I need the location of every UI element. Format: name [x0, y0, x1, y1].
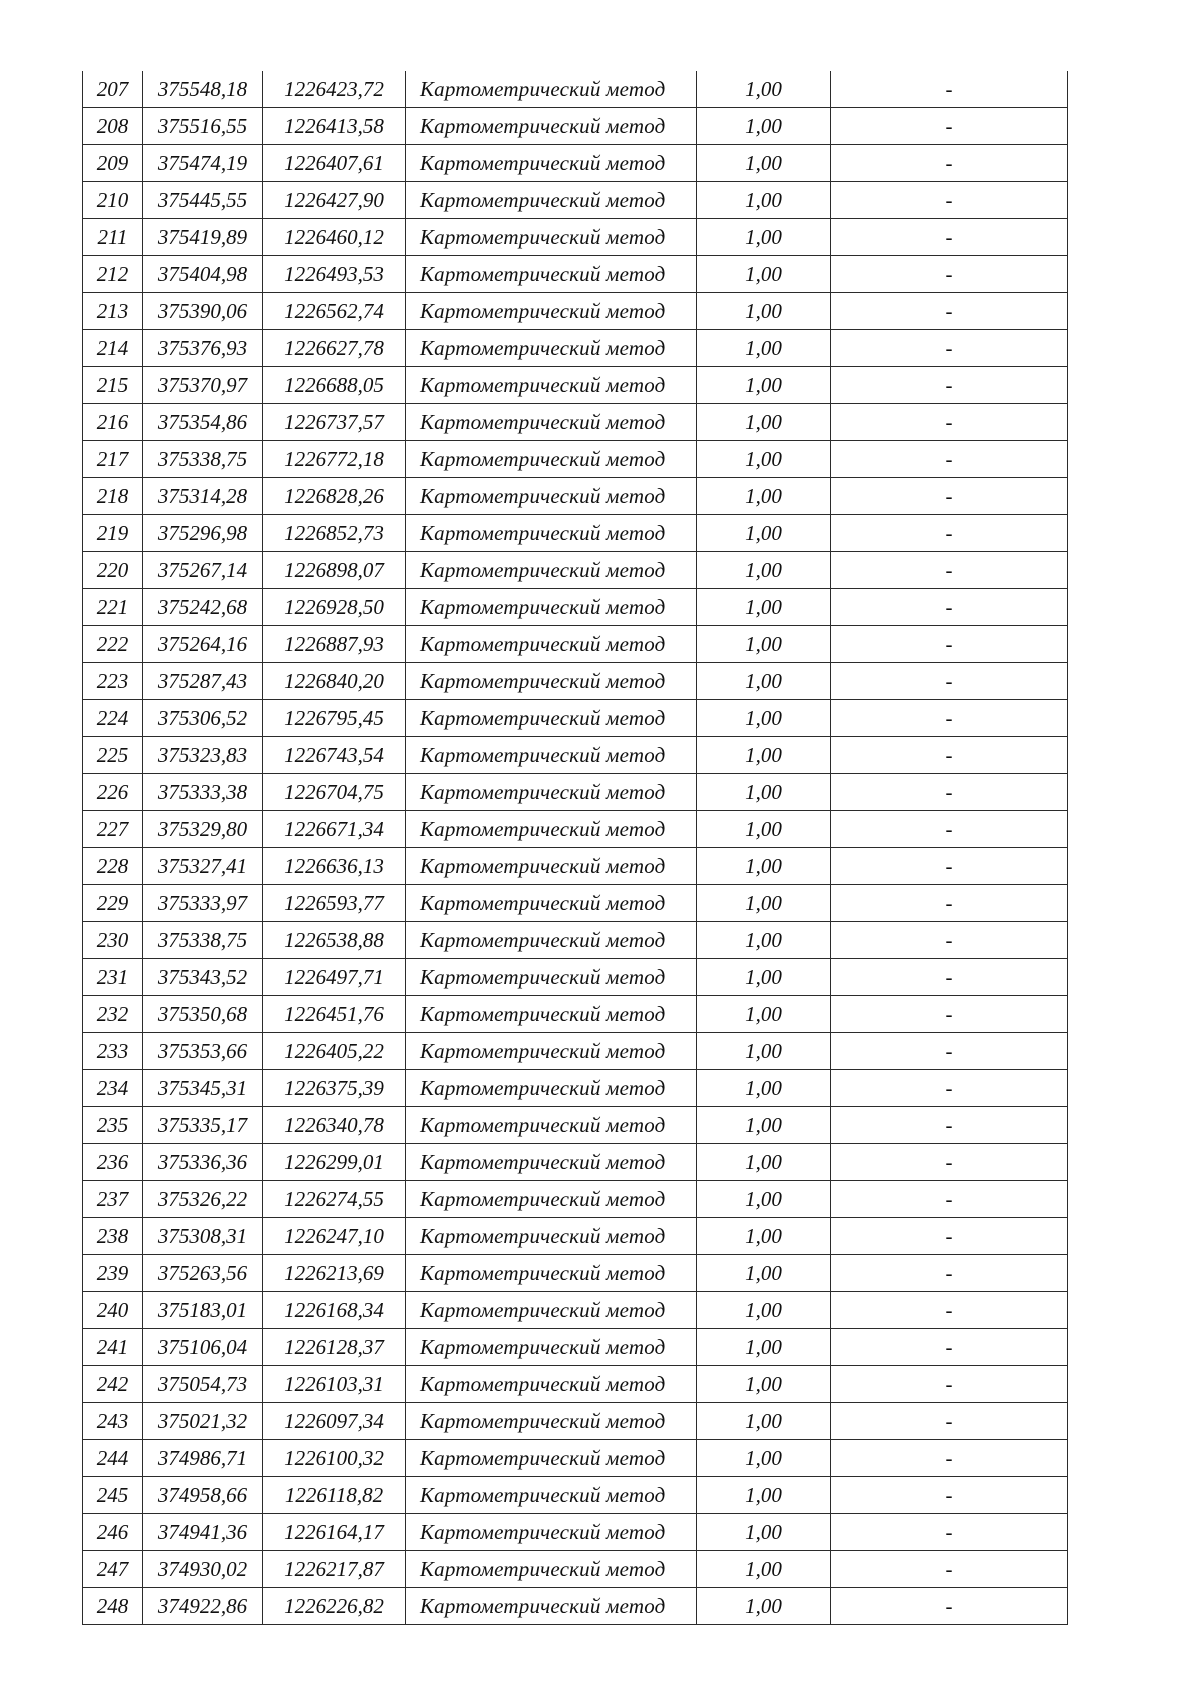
method-cell: Картометрический метод: [406, 145, 697, 182]
x-coordinate-cell: 375345,31: [143, 1070, 263, 1107]
table-row: [83, 145, 1068, 182]
point-number-cell: 215: [83, 367, 143, 404]
method-cell: Картометрический метод: [406, 700, 697, 737]
method-cell: Картометрический метод: [406, 71, 697, 108]
x-coordinate-cell: 375263,56: [143, 1255, 263, 1292]
y-coordinate-cell: 1226405,22: [263, 1033, 406, 1070]
note-cell: -: [831, 922, 1068, 959]
note-cell: -: [831, 1144, 1068, 1181]
accuracy-cell: 1,00: [697, 1329, 831, 1366]
y-coordinate-cell: 1226407,61: [263, 145, 406, 182]
point-number-cell: 214: [83, 330, 143, 367]
method-cell: Картометрический метод: [406, 404, 697, 441]
table-row: [83, 1440, 1068, 1477]
method-cell: Картометрический метод: [406, 1366, 697, 1403]
point-number-cell: 242: [83, 1366, 143, 1403]
y-coordinate-cell: 1226593,77: [263, 885, 406, 922]
y-coordinate-cell: 1226340,78: [263, 1107, 406, 1144]
x-coordinate-cell: 375296,98: [143, 515, 263, 552]
point-number-cell: 244: [83, 1440, 143, 1477]
x-coordinate-cell: 375264,16: [143, 626, 263, 663]
y-coordinate-cell: 1226772,18: [263, 441, 406, 478]
x-coordinate-cell: 375335,17: [143, 1107, 263, 1144]
x-coordinate-cell: 375474,19: [143, 145, 263, 182]
method-cell: Картометрический метод: [406, 478, 697, 515]
table-row: [83, 1477, 1068, 1514]
table-row: [83, 552, 1068, 589]
point-number-cell: 208: [83, 108, 143, 145]
point-number-cell: 211: [83, 219, 143, 256]
x-coordinate-cell: 375354,86: [143, 404, 263, 441]
point-number-cell: 226: [83, 774, 143, 811]
x-coordinate-cell: 375267,14: [143, 552, 263, 589]
accuracy-cell: 1,00: [697, 145, 831, 182]
x-coordinate-cell: 374922,86: [143, 1588, 263, 1625]
method-cell: Картометрический метод: [406, 1477, 697, 1514]
y-coordinate-cell: 1226247,10: [263, 1218, 406, 1255]
note-cell: -: [831, 552, 1068, 589]
accuracy-cell: 1,00: [697, 1403, 831, 1440]
note-cell: -: [831, 774, 1068, 811]
accuracy-cell: 1,00: [697, 626, 831, 663]
table-row: [83, 1403, 1068, 1440]
point-number-cell: 223: [83, 663, 143, 700]
note-cell: -: [831, 256, 1068, 293]
method-cell: Картометрический метод: [406, 1033, 697, 1070]
x-coordinate-cell: 375338,75: [143, 441, 263, 478]
note-cell: -: [831, 848, 1068, 885]
method-cell: Картометрический метод: [406, 1255, 697, 1292]
accuracy-cell: 1,00: [697, 256, 831, 293]
method-cell: Картометрический метод: [406, 922, 697, 959]
x-coordinate-cell: 375419,89: [143, 219, 263, 256]
method-cell: Картометрический метод: [406, 515, 697, 552]
table-row: [83, 1218, 1068, 1255]
method-cell: Картометрический метод: [406, 626, 697, 663]
method-cell: Картометрический метод: [406, 441, 697, 478]
table-row: [83, 811, 1068, 848]
point-number-cell: 220: [83, 552, 143, 589]
point-number-cell: 239: [83, 1255, 143, 1292]
method-cell: Картометрический метод: [406, 1440, 697, 1477]
y-coordinate-cell: 1226274,55: [263, 1181, 406, 1218]
note-cell: -: [831, 108, 1068, 145]
x-coordinate-cell: 375314,28: [143, 478, 263, 515]
x-coordinate-cell: 374930,02: [143, 1551, 263, 1588]
method-cell: Картометрический метод: [406, 589, 697, 626]
x-coordinate-cell: 375326,22: [143, 1181, 263, 1218]
x-coordinate-cell: 375516,55: [143, 108, 263, 145]
method-cell: Картометрический метод: [406, 367, 697, 404]
point-number-cell: 210: [83, 182, 143, 219]
point-number-cell: 219: [83, 515, 143, 552]
accuracy-cell: 1,00: [697, 1181, 831, 1218]
x-coordinate-cell: 375242,68: [143, 589, 263, 626]
x-coordinate-cell: 375404,98: [143, 256, 263, 293]
table-row: [83, 1144, 1068, 1181]
coordinates-table: [82, 71, 1068, 1625]
note-cell: -: [831, 1366, 1068, 1403]
x-coordinate-cell: 375183,01: [143, 1292, 263, 1329]
point-number-cell: 227: [83, 811, 143, 848]
accuracy-cell: 1,00: [697, 1033, 831, 1070]
y-coordinate-cell: 1226737,57: [263, 404, 406, 441]
note-cell: -: [831, 959, 1068, 996]
y-coordinate-cell: 1226538,88: [263, 922, 406, 959]
y-coordinate-cell: 1226168,34: [263, 1292, 406, 1329]
method-cell: Картометрический метод: [406, 1329, 697, 1366]
note-cell: -: [831, 1292, 1068, 1329]
note-cell: -: [831, 1107, 1068, 1144]
x-coordinate-cell: 374941,36: [143, 1514, 263, 1551]
y-coordinate-cell: 1226413,58: [263, 108, 406, 145]
y-coordinate-cell: 1226164,17: [263, 1514, 406, 1551]
point-number-cell: 231: [83, 959, 143, 996]
point-number-cell: 213: [83, 293, 143, 330]
method-cell: Картометрический метод: [406, 330, 697, 367]
accuracy-cell: 1,00: [697, 478, 831, 515]
method-cell: Картометрический метод: [406, 1070, 697, 1107]
point-number-cell: 238: [83, 1218, 143, 1255]
accuracy-cell: 1,00: [697, 663, 831, 700]
accuracy-cell: 1,00: [697, 1218, 831, 1255]
table-row: [83, 108, 1068, 145]
point-number-cell: 248: [83, 1588, 143, 1625]
accuracy-cell: 1,00: [697, 1107, 831, 1144]
note-cell: -: [831, 478, 1068, 515]
method-cell: Картометрический метод: [406, 885, 697, 922]
accuracy-cell: 1,00: [697, 1070, 831, 1107]
table-row: [83, 1255, 1068, 1292]
table-row: [83, 1070, 1068, 1107]
accuracy-cell: 1,00: [697, 515, 831, 552]
note-cell: -: [831, 1329, 1068, 1366]
accuracy-cell: 1,00: [697, 811, 831, 848]
table-row: [83, 922, 1068, 959]
point-number-cell: 237: [83, 1181, 143, 1218]
note-cell: -: [831, 700, 1068, 737]
x-coordinate-cell: 375390,06: [143, 293, 263, 330]
accuracy-cell: 1,00: [697, 996, 831, 1033]
point-number-cell: 224: [83, 700, 143, 737]
x-coordinate-cell: 375327,41: [143, 848, 263, 885]
accuracy-cell: 1,00: [697, 589, 831, 626]
method-cell: Картометрический метод: [406, 219, 697, 256]
table-row: [83, 885, 1068, 922]
accuracy-cell: 1,00: [697, 71, 831, 108]
y-coordinate-cell: 1226226,82: [263, 1588, 406, 1625]
y-coordinate-cell: 1226118,82: [263, 1477, 406, 1514]
y-coordinate-cell: 1226103,31: [263, 1366, 406, 1403]
method-cell: Картометрический метод: [406, 811, 697, 848]
table-row: [83, 737, 1068, 774]
table-row: [83, 996, 1068, 1033]
accuracy-cell: 1,00: [697, 367, 831, 404]
note-cell: -: [831, 589, 1068, 626]
x-coordinate-cell: 374958,66: [143, 1477, 263, 1514]
x-coordinate-cell: 375353,66: [143, 1033, 263, 1070]
accuracy-cell: 1,00: [697, 922, 831, 959]
table-row: [83, 182, 1068, 219]
y-coordinate-cell: 1226671,34: [263, 811, 406, 848]
note-cell: -: [831, 996, 1068, 1033]
y-coordinate-cell: 1226898,07: [263, 552, 406, 589]
point-number-cell: 241: [83, 1329, 143, 1366]
method-cell: Картометрический метод: [406, 1403, 697, 1440]
point-number-cell: 229: [83, 885, 143, 922]
x-coordinate-cell: 375306,52: [143, 700, 263, 737]
x-coordinate-cell: 375350,68: [143, 996, 263, 1033]
accuracy-cell: 1,00: [697, 1366, 831, 1403]
note-cell: -: [831, 1033, 1068, 1070]
point-number-cell: 232: [83, 996, 143, 1033]
method-cell: Картометрический метод: [406, 1588, 697, 1625]
point-number-cell: 216: [83, 404, 143, 441]
accuracy-cell: 1,00: [697, 774, 831, 811]
note-cell: -: [831, 219, 1068, 256]
y-coordinate-cell: 1226097,34: [263, 1403, 406, 1440]
note-cell: -: [831, 1218, 1068, 1255]
note-cell: -: [831, 1588, 1068, 1625]
accuracy-cell: 1,00: [697, 1292, 831, 1329]
note-cell: -: [831, 1551, 1068, 1588]
note-cell: -: [831, 663, 1068, 700]
x-coordinate-cell: 375376,93: [143, 330, 263, 367]
method-cell: Картометрический метод: [406, 1218, 697, 1255]
x-coordinate-cell: 375548,18: [143, 71, 263, 108]
method-cell: Картометрический метод: [406, 996, 697, 1033]
y-coordinate-cell: 1226217,87: [263, 1551, 406, 1588]
note-cell: -: [831, 441, 1068, 478]
x-coordinate-cell: 375054,73: [143, 1366, 263, 1403]
y-coordinate-cell: 1226562,74: [263, 293, 406, 330]
accuracy-cell: 1,00: [697, 1588, 831, 1625]
table-body: [83, 71, 1068, 1625]
y-coordinate-cell: 1226423,72: [263, 71, 406, 108]
table-row: [83, 1366, 1068, 1403]
x-coordinate-cell: 375336,36: [143, 1144, 263, 1181]
accuracy-cell: 1,00: [697, 293, 831, 330]
table-row: [83, 367, 1068, 404]
method-cell: Картометрический метод: [406, 1144, 697, 1181]
table-row: [83, 1033, 1068, 1070]
y-coordinate-cell: 1226213,69: [263, 1255, 406, 1292]
y-coordinate-cell: 1226887,93: [263, 626, 406, 663]
x-coordinate-cell: 375323,83: [143, 737, 263, 774]
table-row: [83, 441, 1068, 478]
accuracy-cell: 1,00: [697, 182, 831, 219]
note-cell: -: [831, 885, 1068, 922]
point-number-cell: 207: [83, 71, 143, 108]
accuracy-cell: 1,00: [697, 700, 831, 737]
x-coordinate-cell: 375445,55: [143, 182, 263, 219]
method-cell: Картометрический метод: [406, 182, 697, 219]
y-coordinate-cell: 1226493,53: [263, 256, 406, 293]
table-row: [83, 404, 1068, 441]
method-cell: Картометрический метод: [406, 1107, 697, 1144]
x-coordinate-cell: 375106,04: [143, 1329, 263, 1366]
method-cell: Картометрический метод: [406, 256, 697, 293]
table-row: [83, 219, 1068, 256]
x-coordinate-cell: 375333,97: [143, 885, 263, 922]
x-coordinate-cell: 375287,43: [143, 663, 263, 700]
y-coordinate-cell: 1226840,20: [263, 663, 406, 700]
table-row: [83, 293, 1068, 330]
point-number-cell: 212: [83, 256, 143, 293]
y-coordinate-cell: 1226497,71: [263, 959, 406, 996]
y-coordinate-cell: 1226427,90: [263, 182, 406, 219]
x-coordinate-cell: 374986,71: [143, 1440, 263, 1477]
y-coordinate-cell: 1226928,50: [263, 589, 406, 626]
point-number-cell: 234: [83, 1070, 143, 1107]
accuracy-cell: 1,00: [697, 552, 831, 589]
method-cell: Картометрический метод: [406, 774, 697, 811]
method-cell: Картометрический метод: [406, 737, 697, 774]
point-number-cell: 243: [83, 1403, 143, 1440]
table-row: [83, 71, 1068, 108]
note-cell: -: [831, 1255, 1068, 1292]
table-row: [83, 1514, 1068, 1551]
table-row: [83, 1588, 1068, 1625]
table-row: [83, 848, 1068, 885]
x-coordinate-cell: 375308,31: [143, 1218, 263, 1255]
method-cell: Картометрический метод: [406, 293, 697, 330]
note-cell: -: [831, 404, 1068, 441]
accuracy-cell: 1,00: [697, 330, 831, 367]
y-coordinate-cell: 1226688,05: [263, 367, 406, 404]
y-coordinate-cell: 1226460,12: [263, 219, 406, 256]
point-number-cell: 228: [83, 848, 143, 885]
accuracy-cell: 1,00: [697, 1514, 831, 1551]
note-cell: -: [831, 1070, 1068, 1107]
table-row: [83, 959, 1068, 996]
point-number-cell: 240: [83, 1292, 143, 1329]
x-coordinate-cell: 375370,97: [143, 367, 263, 404]
accuracy-cell: 1,00: [697, 108, 831, 145]
accuracy-cell: 1,00: [697, 1440, 831, 1477]
table-row: [83, 1107, 1068, 1144]
method-cell: Картометрический метод: [406, 663, 697, 700]
note-cell: -: [831, 293, 1068, 330]
point-number-cell: 230: [83, 922, 143, 959]
table-row: [83, 256, 1068, 293]
accuracy-cell: 1,00: [697, 959, 831, 996]
x-coordinate-cell: 375021,32: [143, 1403, 263, 1440]
point-number-cell: 209: [83, 145, 143, 182]
table-row: [83, 774, 1068, 811]
y-coordinate-cell: 1226375,39: [263, 1070, 406, 1107]
accuracy-cell: 1,00: [697, 885, 831, 922]
y-coordinate-cell: 1226451,76: [263, 996, 406, 1033]
accuracy-cell: 1,00: [697, 441, 831, 478]
point-number-cell: 222: [83, 626, 143, 663]
note-cell: -: [831, 367, 1068, 404]
method-cell: Картометрический метод: [406, 848, 697, 885]
x-coordinate-cell: 375343,52: [143, 959, 263, 996]
table-row: [83, 1329, 1068, 1366]
note-cell: -: [831, 626, 1068, 663]
table-row: [83, 589, 1068, 626]
method-cell: Картометрический метод: [406, 1551, 697, 1588]
point-number-cell: 221: [83, 589, 143, 626]
method-cell: Картометрический метод: [406, 1514, 697, 1551]
y-coordinate-cell: 1226704,75: [263, 774, 406, 811]
accuracy-cell: 1,00: [697, 1255, 831, 1292]
note-cell: -: [831, 811, 1068, 848]
y-coordinate-cell: 1226636,13: [263, 848, 406, 885]
table-row: [83, 700, 1068, 737]
y-coordinate-cell: 1226627,78: [263, 330, 406, 367]
note-cell: -: [831, 1181, 1068, 1218]
y-coordinate-cell: 1226100,32: [263, 1440, 406, 1477]
x-coordinate-cell: 375329,80: [143, 811, 263, 848]
table-row: [83, 515, 1068, 552]
method-cell: Картометрический метод: [406, 959, 697, 996]
accuracy-cell: 1,00: [697, 1551, 831, 1588]
point-number-cell: 233: [83, 1033, 143, 1070]
table-row: [83, 1292, 1068, 1329]
method-cell: Картометрический метод: [406, 552, 697, 589]
method-cell: Картометрический метод: [406, 108, 697, 145]
accuracy-cell: 1,00: [697, 1144, 831, 1181]
note-cell: -: [831, 1440, 1068, 1477]
table-row: [83, 1551, 1068, 1588]
x-coordinate-cell: 375333,38: [143, 774, 263, 811]
point-number-cell: 245: [83, 1477, 143, 1514]
table-row: [83, 663, 1068, 700]
point-number-cell: 247: [83, 1551, 143, 1588]
point-number-cell: 246: [83, 1514, 143, 1551]
note-cell: -: [831, 1477, 1068, 1514]
table-row: [83, 1181, 1068, 1218]
y-coordinate-cell: 1226743,54: [263, 737, 406, 774]
y-coordinate-cell: 1226795,45: [263, 700, 406, 737]
note-cell: -: [831, 515, 1068, 552]
accuracy-cell: 1,00: [697, 404, 831, 441]
note-cell: -: [831, 737, 1068, 774]
y-coordinate-cell: 1226299,01: [263, 1144, 406, 1181]
accuracy-cell: 1,00: [697, 219, 831, 256]
y-coordinate-cell: 1226828,26: [263, 478, 406, 515]
note-cell: -: [831, 330, 1068, 367]
note-cell: -: [831, 145, 1068, 182]
point-number-cell: 235: [83, 1107, 143, 1144]
note-cell: -: [831, 182, 1068, 219]
point-number-cell: 225: [83, 737, 143, 774]
table-row: [83, 626, 1068, 663]
y-coordinate-cell: 1226852,73: [263, 515, 406, 552]
point-number-cell: 236: [83, 1144, 143, 1181]
table-row: [83, 330, 1068, 367]
method-cell: Картометрический метод: [406, 1292, 697, 1329]
point-number-cell: 217: [83, 441, 143, 478]
note-cell: -: [831, 1514, 1068, 1551]
table-row: [83, 478, 1068, 515]
y-coordinate-cell: 1226128,37: [263, 1329, 406, 1366]
x-coordinate-cell: 375338,75: [143, 922, 263, 959]
accuracy-cell: 1,00: [697, 1477, 831, 1514]
note-cell: -: [831, 1403, 1068, 1440]
point-number-cell: 218: [83, 478, 143, 515]
note-cell: -: [831, 71, 1068, 108]
accuracy-cell: 1,00: [697, 737, 831, 774]
method-cell: Картометрический метод: [406, 1181, 697, 1218]
accuracy-cell: 1,00: [697, 848, 831, 885]
